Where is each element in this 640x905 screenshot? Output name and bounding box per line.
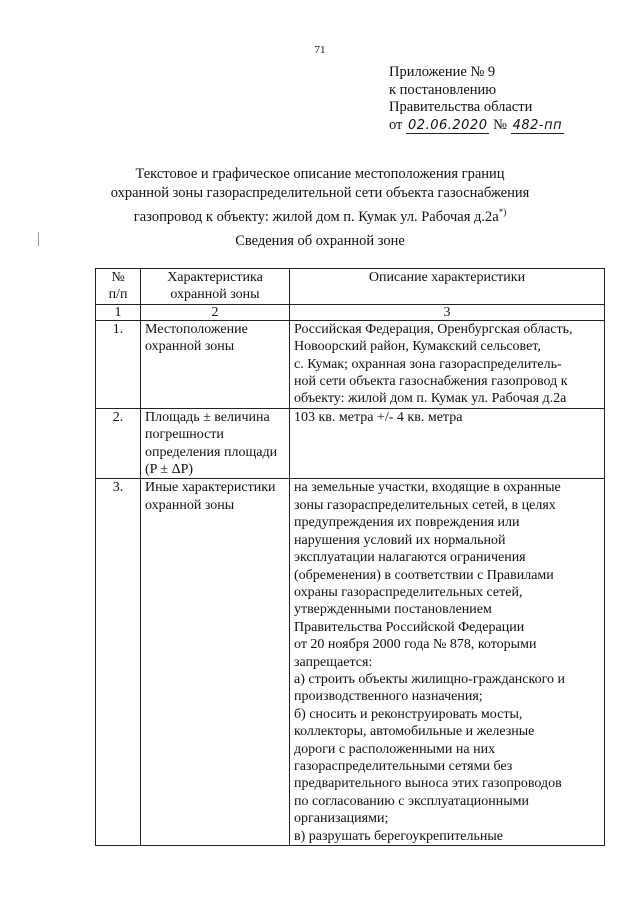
row-number: 1.	[96, 320, 141, 408]
column-number-1: 1	[96, 304, 141, 320]
appendix-line-2: к постановлению	[389, 81, 497, 98]
table-row	[96, 320, 605, 408]
row-description-line: предупреждения их повреждения или	[294, 515, 520, 531]
table-header-row	[96, 269, 605, 305]
row-characteristic-line: Местоположение	[145, 321, 248, 337]
table-row	[96, 408, 605, 479]
table-row	[96, 479, 605, 846]
row-description-line: (обременения) в соответствии с Правилами	[294, 567, 554, 583]
column-number-3: 3	[290, 304, 605, 320]
header-number-cell	[96, 269, 141, 305]
row-description-line: газораспределительными сетями без	[294, 758, 513, 774]
row-description-line: предварительного выноса этих газопроводов	[294, 776, 562, 792]
row-description-line: Российская Федерация, Оренбургская область,	[294, 321, 573, 337]
row-description-line: запрещается:	[294, 654, 373, 670]
title-line-2: охранной зоны газораспределительной сети объекта газоснабжения	[110, 185, 530, 201]
row-description-line: коллекторы, автомобильные и железные	[294, 724, 535, 740]
row-description-line: с. Кумак; охранная зона газораспределитель-	[294, 356, 562, 372]
row-description-line: ной сети объекта газоснабжения газопровод к	[294, 374, 568, 390]
row-description-line: утвержденными постановлением	[294, 602, 492, 618]
row-characteristic-line: погрешности	[145, 427, 224, 443]
header-description-cell	[290, 269, 605, 305]
row-description-line: 103 кв. метра +/- 4 кв. метра	[294, 409, 463, 425]
row-description-line: дороги с расположенными на них	[294, 741, 496, 757]
header-characteristic-line-2: охранной зоны	[170, 287, 260, 303]
row-description-line: организациями;	[294, 811, 389, 827]
title-line-3	[0, 203, 640, 227]
header-number-line-2: п/п	[108, 287, 128, 303]
title-line-1: Текстовое и графическое описание местоположения границ	[135, 166, 505, 182]
row-description-line: нарушения условий их нормальной	[294, 532, 506, 548]
row-characteristic-line: (P ± ΔP)	[145, 462, 194, 478]
header-description-line-1: Описание характеристики	[368, 270, 526, 285]
row-characteristic-line: Иные характеристики	[145, 480, 276, 496]
number-prefix: №	[493, 116, 507, 133]
section-subtitle: Сведения об охранной зоне	[235, 233, 405, 249]
handwritten-date: 02.06.2020	[408, 117, 488, 133]
row-description-line: Новоорский район, Кумакский сельсовет,	[294, 339, 541, 355]
page-number: 71	[314, 44, 326, 56]
handwritten-number: 482-пп	[512, 117, 563, 133]
row-characteristic	[141, 479, 290, 846]
row-description-line: в) разрушать берегоукрепительные	[294, 828, 504, 844]
row-description-line: эксплуатации налагаются ограничения	[294, 550, 526, 566]
row-description-line: от 20 ноября 2000 года № 878, которыми	[294, 637, 537, 653]
row-characteristic-line: определения площади	[145, 444, 278, 460]
row-characteristic-line: охранной зоны	[145, 339, 235, 355]
appendix-line-3: Правительства области	[389, 99, 533, 115]
column-number-2: 2	[141, 304, 290, 320]
row-number: 3.	[96, 479, 141, 846]
row-description-line: по согласованию с эксплуатационными	[294, 793, 529, 809]
row-description-line: б) сносить и реконструировать мосты,	[294, 706, 523, 722]
row-description	[290, 479, 605, 846]
row-description-line: зоны газораспределительных сетей, в целях	[294, 497, 556, 513]
header-number-line-1: №	[111, 270, 125, 285]
document-title	[0, 165, 640, 227]
appendix-date-line	[389, 117, 564, 135]
row-description-line: производственного назначения;	[294, 689, 483, 705]
row-characteristic	[141, 408, 290, 479]
column-number-row	[96, 304, 605, 320]
row-description-line: а) строить объекты жилищно-гражданского и	[294, 671, 565, 687]
row-description-line: охраны газораспределительных сетей,	[294, 584, 523, 600]
row-description-line: на земельные участки, входящие в охранные	[294, 480, 561, 496]
zone-info-table	[95, 268, 605, 846]
row-number: 2.	[96, 408, 141, 479]
row-characteristic-line: охранной зоны	[145, 497, 235, 513]
row-characteristic-line: Площадь ± величина	[145, 409, 270, 425]
row-description	[290, 408, 605, 479]
row-description	[290, 320, 605, 408]
appendix-block	[389, 64, 564, 134]
header-characteristic-line-1: Характеристика	[167, 270, 263, 285]
row-characteristic	[141, 320, 290, 408]
title-line-3-text: газопровод к объекту: жилой дом п. Кумак ул. Рабочая д.2а	[133, 208, 499, 225]
date-prefix: от	[389, 116, 403, 133]
footnote-mark: *)	[498, 207, 507, 217]
header-characteristic-cell	[141, 269, 290, 305]
row-description-line: объекту: жилой дом п. Кумак ул. Рабочая д.2а	[294, 391, 567, 407]
appendix-line-1: Приложение № 9	[389, 64, 496, 80]
row-description-line: Правительства Российской Федерации	[294, 619, 525, 635]
